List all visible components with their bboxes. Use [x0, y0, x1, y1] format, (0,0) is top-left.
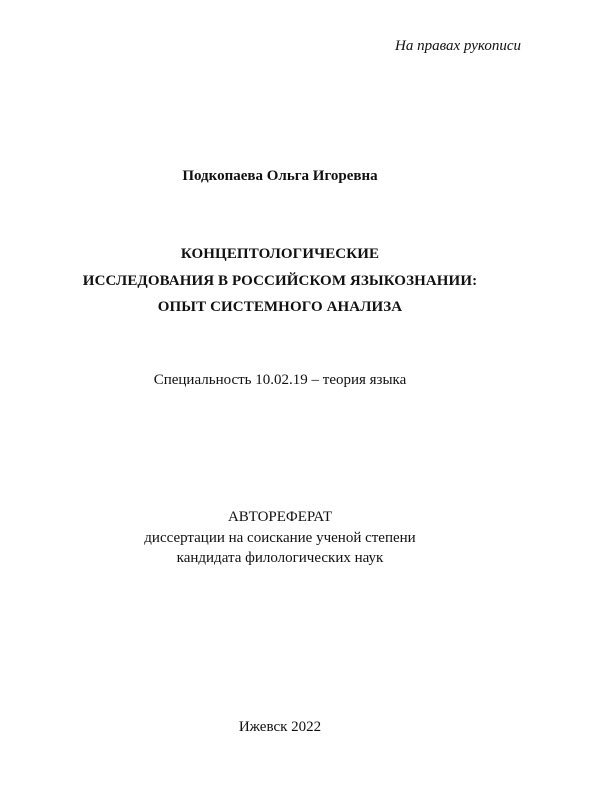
degree-line-2: кандидата филологических наук: [176, 550, 384, 566]
place-year: Ижевск 2022: [238, 719, 322, 735]
author-name: Подкопаева Ольга Игоревна: [182, 168, 378, 184]
title-line-2: ИССЛЕДОВАНИЯ В РОССИЙСКОМ ЯЗЫКОЗНАНИИ:: [82, 273, 478, 289]
abstract-label: АВТОРЕФЕРАТ: [227, 509, 333, 525]
rights-notice: На правах рукописи: [395, 38, 521, 54]
specialty: Специальность 10.02.19 – теория языка: [153, 372, 407, 388]
title-line-3: ОПЫТ СИСТЕМНОГО АНАЛИЗА: [157, 299, 403, 315]
degree-line-1: диссертации на соискание ученой степени: [144, 530, 416, 546]
title-line-1: КОНЦЕПТОЛОГИЧЕСКИЕ: [180, 246, 380, 262]
